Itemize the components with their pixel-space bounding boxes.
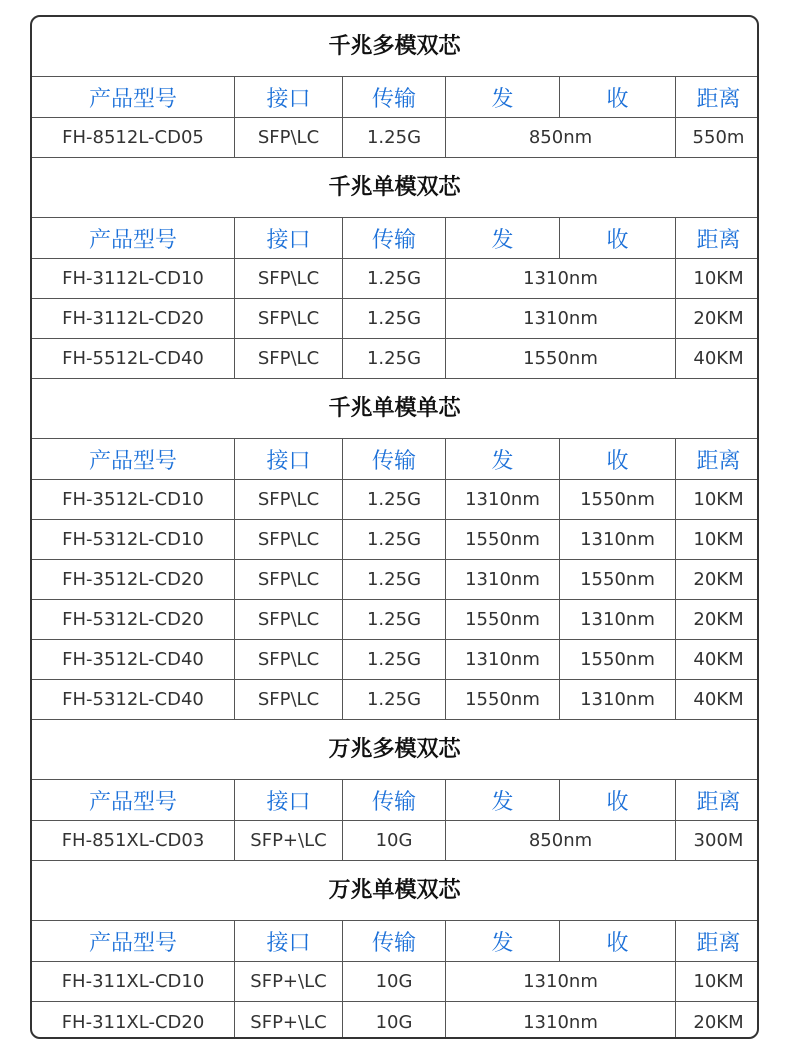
cell-distance: 550m <box>675 118 759 157</box>
cell-model: FH-5312L-CD40 <box>62 689 204 710</box>
cell-tx: 1550nm <box>445 520 559 559</box>
cell-model: FH-3512L-CD20 <box>62 569 204 590</box>
header-model: 产品型号 <box>88 930 177 956</box>
cell-rate: 1.25G <box>342 480 445 519</box>
cell-model: FH-3112L-CD10 <box>62 268 204 289</box>
cell-rate: 1.25G <box>342 259 445 298</box>
header-model: 产品型号 <box>88 448 177 474</box>
header-interface: 接口 <box>234 439 342 479</box>
table-row <box>32 962 757 1002</box>
cell-model: FH-311XL-CD20 <box>61 1011 205 1033</box>
header-rx: 收 <box>559 921 675 961</box>
cell-interface: SFP\LC <box>234 680 342 719</box>
cell-rate: 1.25G <box>342 520 445 559</box>
spec-table <box>30 15 759 1039</box>
header-row <box>32 77 757 118</box>
header-tx: 发 <box>445 439 559 479</box>
cell-rate: 1.25G <box>342 299 445 338</box>
header-tx: 发 <box>445 77 559 117</box>
cell-model: FH-5512L-CD40 <box>62 348 204 369</box>
table-row <box>32 640 757 680</box>
section-title: 万兆单模双芯 <box>32 861 757 921</box>
cell-rx: 1310nm <box>559 600 675 639</box>
cell-interface: SFP\LC <box>234 259 342 298</box>
header-rate: 传输 <box>342 77 445 117</box>
header-rx: 收 <box>559 77 675 117</box>
cell-wavelength: 1550nm <box>445 339 675 378</box>
table-row <box>32 1002 757 1039</box>
header-interface: 接口 <box>234 218 342 258</box>
cell-rate: 1.25G <box>342 339 445 378</box>
cell-model: FH-5312L-CD20 <box>62 609 204 630</box>
cell-interface: SFP\LC <box>234 520 342 559</box>
cell-model: FH-311XL-CD10 <box>61 971 205 992</box>
cell-interface: SFP\LC <box>234 640 342 679</box>
cell-interface: SFP\LC <box>234 600 342 639</box>
header-rx: 收 <box>559 218 675 258</box>
header-distance: 距离 <box>675 218 759 258</box>
header-interface: 接口 <box>234 921 342 961</box>
cell-distance: 20KM <box>675 560 759 599</box>
cell-tx: 1310nm <box>445 480 559 519</box>
table-row <box>32 118 757 158</box>
section-title: 千兆多模双芯 <box>32 17 757 77</box>
cell-interface: SFP\LC <box>234 299 342 338</box>
cell-distance: 40KM <box>675 339 759 378</box>
cell-distance: 40KM <box>675 640 759 679</box>
cell-distance: 300M <box>675 821 759 860</box>
table-row <box>32 600 757 640</box>
header-model: 产品型号 <box>88 227 177 253</box>
cell-rate: 10G <box>342 1002 445 1039</box>
cell-model: FH-3512L-CD10 <box>62 489 204 510</box>
cell-distance: 10KM <box>675 520 759 559</box>
cell-wavelength: 850nm <box>445 821 675 860</box>
cell-distance: 20KM <box>675 1002 759 1039</box>
cell-rx: 1550nm <box>559 480 675 519</box>
header-distance: 距离 <box>675 77 759 117</box>
header-interface: 接口 <box>234 780 342 820</box>
cell-distance: 20KM <box>675 299 759 338</box>
header-distance: 距离 <box>675 921 759 961</box>
cell-distance: 20KM <box>675 600 759 639</box>
cell-distance: 10KM <box>675 962 759 1001</box>
cell-tx: 1550nm <box>445 600 559 639</box>
cell-rate: 10G <box>342 962 445 1001</box>
header-row <box>32 921 757 962</box>
header-row <box>32 780 757 821</box>
cell-distance: 10KM <box>675 480 759 519</box>
cell-model: FH-5312L-CD10 <box>62 529 204 550</box>
header-row <box>32 439 757 480</box>
header-interface: 接口 <box>234 77 342 117</box>
table-row <box>32 680 757 720</box>
cell-rate: 1.25G <box>342 680 445 719</box>
header-rate: 传输 <box>342 439 445 479</box>
header-rate: 传输 <box>342 780 445 820</box>
cell-model: FH-3512L-CD40 <box>62 649 204 670</box>
cell-distance: 40KM <box>675 680 759 719</box>
cell-wavelength: 1310nm <box>445 259 675 298</box>
cell-wavelength: 1310nm <box>445 1002 675 1039</box>
cell-rate: 1.25G <box>342 600 445 639</box>
cell-interface: SFP+\LC <box>234 1002 342 1039</box>
header-distance: 距离 <box>675 439 759 479</box>
cell-interface: SFP\LC <box>234 480 342 519</box>
cell-interface: SFP+\LC <box>234 821 342 860</box>
cell-model: FH-851XL-CD03 <box>61 830 205 851</box>
cell-distance: 10KM <box>675 259 759 298</box>
cell-wavelength: 1310nm <box>445 962 675 1001</box>
cell-wavelength: 1310nm <box>445 299 675 338</box>
cell-rate: 1.25G <box>342 118 445 157</box>
cell-interface: SFP+\LC <box>234 962 342 1001</box>
cell-rate: 10G <box>342 821 445 860</box>
header-model: 产品型号 <box>88 86 177 112</box>
cell-interface: SFP\LC <box>234 560 342 599</box>
cell-tx: 1310nm <box>445 640 559 679</box>
table-row <box>32 480 757 520</box>
section-title: 万兆多模双芯 <box>32 720 757 780</box>
header-rate: 传输 <box>342 218 445 258</box>
header-model: 产品型号 <box>88 789 177 815</box>
table-row <box>32 821 757 861</box>
table-row <box>32 520 757 560</box>
table-row <box>32 259 757 299</box>
header-tx: 发 <box>445 780 559 820</box>
cell-interface: SFP\LC <box>234 118 342 157</box>
table-row <box>32 560 757 600</box>
cell-interface: SFP\LC <box>234 339 342 378</box>
cell-tx: 1550nm <box>445 680 559 719</box>
header-row <box>32 218 757 259</box>
header-rx: 收 <box>559 439 675 479</box>
cell-model: FH-3112L-CD20 <box>62 308 204 329</box>
cell-rx: 1310nm <box>559 680 675 719</box>
cell-rx: 1550nm <box>559 640 675 679</box>
table-row <box>32 339 757 379</box>
cell-rx: 1550nm <box>559 560 675 599</box>
cell-wavelength: 850nm <box>445 118 675 157</box>
section-title: 千兆单模单芯 <box>32 379 757 439</box>
cell-rx: 1310nm <box>559 520 675 559</box>
cell-tx: 1310nm <box>445 560 559 599</box>
header-rx: 收 <box>559 780 675 820</box>
cell-model: FH-8512L-CD05 <box>62 127 204 148</box>
section-title: 千兆单模双芯 <box>32 158 757 218</box>
cell-rate: 1.25G <box>342 560 445 599</box>
header-rate: 传输 <box>342 921 445 961</box>
cell-rate: 1.25G <box>342 640 445 679</box>
header-distance: 距离 <box>675 780 759 820</box>
header-tx: 发 <box>445 218 559 258</box>
header-tx: 发 <box>445 921 559 961</box>
table-row <box>32 299 757 339</box>
